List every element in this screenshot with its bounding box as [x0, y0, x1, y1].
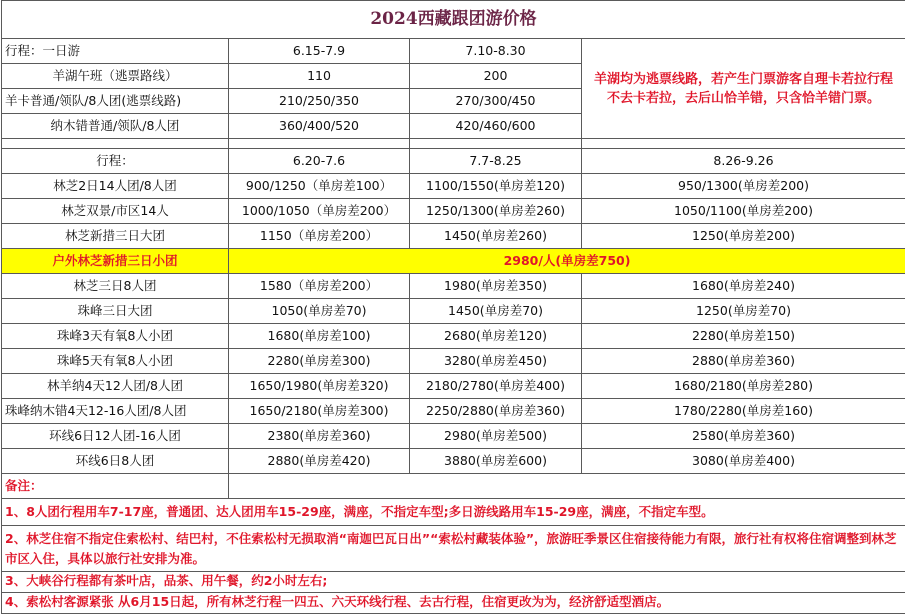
table-cell-price: 1580（单房差200） — [229, 274, 410, 299]
table-cell-price: 1250/1300(单房差260) — [410, 199, 582, 224]
table-row-name: 羊卡普通/领队/8人团(逃票线路) — [2, 89, 229, 114]
table-cell-price: 1250(单房差200) — [582, 224, 905, 249]
table-row-name: 林芝新措三日大团 — [2, 224, 229, 249]
table-cell-price: 1780/2280(单房差160) — [582, 399, 905, 424]
table-row-name: 林羊纳4天12人团/8人团 — [2, 374, 229, 399]
table-cell-price: 2880(单房差420) — [229, 449, 410, 474]
highlight-row-name: 户外林芝新措三日小团 — [2, 249, 229, 274]
table-cell-price: 1050/1100(单房差200) — [582, 199, 905, 224]
table-cell-price: 1980(单房差350) — [410, 274, 582, 299]
table-row-name: 环线6日8人团 — [2, 449, 229, 474]
page-title: 2024西藏跟团游价格 — [2, 1, 905, 39]
note-item-1: 1、8人团行程用车7-17座，普通团、达人团用车15-29座，满座，不指定车型;多日游线路用车15-29座，满座，不指定车型。 — [2, 499, 905, 526]
header-period-2: 7.7-8.25 — [410, 149, 582, 174]
header-period-1: 6.15-7.9 — [229, 39, 410, 64]
table-cell-price: 2980(单房差500) — [410, 424, 582, 449]
table-cell-price: 1100/1550(单房差120) — [410, 174, 582, 199]
table-row-name: 林芝三日8人团 — [2, 274, 229, 299]
table-cell-price: 1050(单房差70) — [229, 299, 410, 324]
header-period-3: 8.26-9.26 — [582, 149, 905, 174]
table-cell-price: 420/460/600 — [410, 114, 582, 139]
table-cell-price: 2580(单房差360) — [582, 424, 905, 449]
table-cell-price: 1680/2180(单房差280) — [582, 374, 905, 399]
table-cell-price: 270/300/450 — [410, 89, 582, 114]
table-row-name: 羊湖午班（逃票路线） — [2, 64, 229, 89]
notes-heading-blank — [229, 474, 905, 499]
table-cell-price: 3880(单房差600) — [410, 449, 582, 474]
table-cell-price: 2250/2880(单房差360) — [410, 399, 582, 424]
header-period-1: 6.20-7.6 — [229, 149, 410, 174]
table-row-name: 林芝双景/市区14人 — [2, 199, 229, 224]
table-cell-price: 2180/2780(单房差400) — [410, 374, 582, 399]
table-row-name: 珠峰纳木错4天12-16人团/8人团 — [2, 399, 229, 424]
price-table — [1, 0, 905, 614]
table-cell-price: 1450(单房差260) — [410, 224, 582, 249]
table-cell-price: 2880(单房差360) — [582, 349, 905, 374]
table-cell-price: 1680(单房差100) — [229, 324, 410, 349]
table-cell-price: 900/1250（单房差100） — [229, 174, 410, 199]
table-cell-price: 1680(单房差240) — [582, 274, 905, 299]
table-cell-price: 2280(单房差150) — [582, 324, 905, 349]
yanghu-side-note: 羊湖均为逃票线路，若产生门票游客自理卡若拉行程不去卡若拉，去后山恰羊错，只含恰羊错门票。 — [582, 39, 905, 139]
table-row-name: 环线6日12人团-16人团 — [2, 424, 229, 449]
table-row-name: 珠峰三日大团 — [2, 299, 229, 324]
table-cell-price: 1000/1050（单房差200） — [229, 199, 410, 224]
table-cell-price: 3280(单房差450) — [410, 349, 582, 374]
table-row-name: 纳木错普通/领队/8人团 — [2, 114, 229, 139]
table-cell-price: 360/400/520 — [229, 114, 410, 139]
table-row-name: 林芝2日14人团/8人团 — [2, 174, 229, 199]
spacer-cell — [582, 139, 905, 149]
header-period-2: 7.10-8.30 — [410, 39, 582, 64]
note-item-3: 3、大峡谷行程都有茶叶店，品茶、用午餐，约2小时左右; — [2, 572, 905, 593]
spacer-cell — [229, 139, 410, 149]
table-cell-price: 3080(单房差400) — [582, 449, 905, 474]
table-cell-price: 1450(单房差70) — [410, 299, 582, 324]
table-cell-price: 1250(单房差70) — [582, 299, 905, 324]
note-item-4: 4、索松村客源紧张 从6月15日起，所有林芝行程一四五、六天环线行程、去古行程，住宿更改为为，经济舒适型酒店。 — [2, 593, 905, 614]
table-cell-price: 110 — [229, 64, 410, 89]
table-cell-price: 2380(单房差360) — [229, 424, 410, 449]
note-item-2: 2、林芝住宿不指定住索松村、结巴村，不住索松村无损取消“南迦巴瓦日出”“索松村藏装体验”，旅游旺季景区住宿接待能力有限，旅行社有权将住宿调整到林芝市区入住，具体以旅行社安排为准。 — [2, 526, 905, 572]
spacer-cell — [2, 139, 229, 149]
table-cell-price: 1150（单房差200） — [229, 224, 410, 249]
table-row-name: 珠峰3天有氧8人小团 — [2, 324, 229, 349]
table-cell-price: 950/1300(单房差200) — [582, 174, 905, 199]
notes-heading: 备注： — [2, 474, 229, 499]
table-cell-price: 1650/2180(单房差300) — [229, 399, 410, 424]
table-row-name: 珠峰5天有氧8人小团 — [2, 349, 229, 374]
highlight-row-price: 2980/人(单房差750) — [229, 249, 905, 274]
spacer-cell — [410, 139, 582, 149]
table-cell-price: 210/250/350 — [229, 89, 410, 114]
table-cell-price: 200 — [410, 64, 582, 89]
table-cell-price: 1650/1980(单房差320) — [229, 374, 410, 399]
table-cell-price: 2280(单房差300) — [229, 349, 410, 374]
header-route-label: 行程：一日游 — [2, 39, 229, 64]
table-cell-price: 2680(单房差120) — [410, 324, 582, 349]
header-route-label: 行程： — [2, 149, 229, 174]
